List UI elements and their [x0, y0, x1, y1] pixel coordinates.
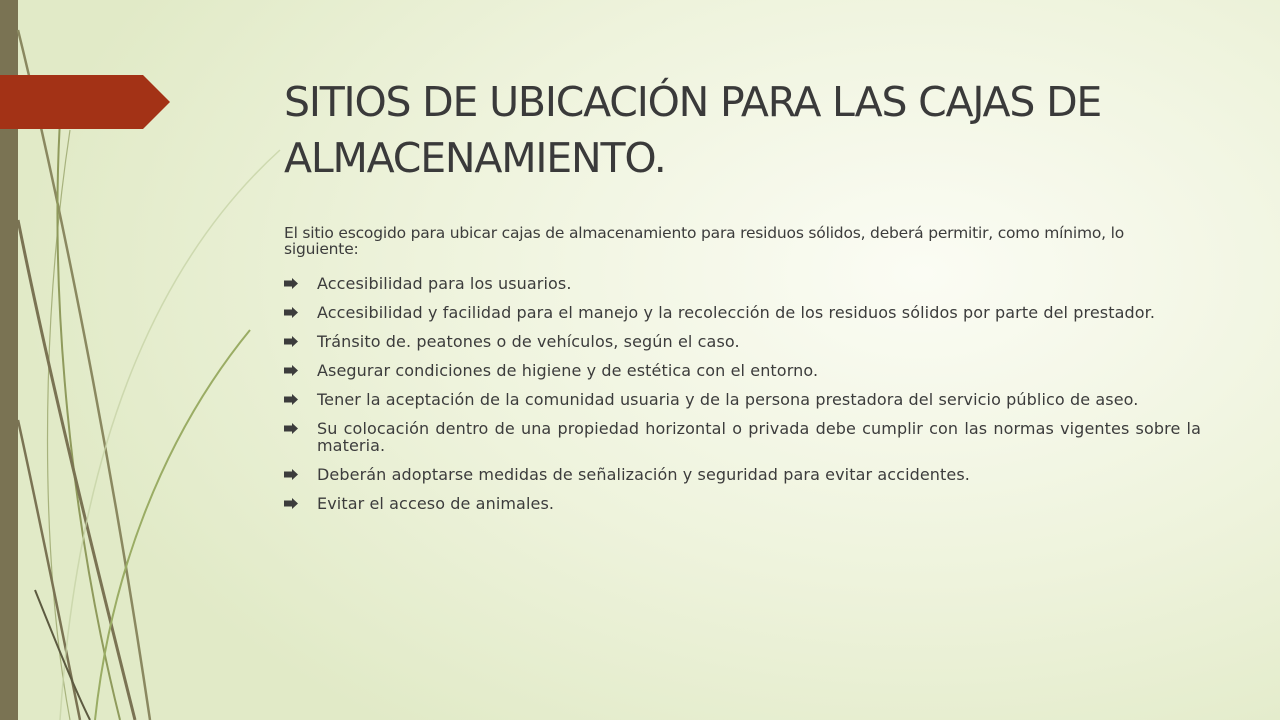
title-arrow-icon: [0, 75, 170, 129]
list-item-text: Evitar el acceso de animales.: [317, 494, 555, 513]
list-item: [284, 420, 1201, 454]
list-item-text: Deberán adoptarse medidas de señalización y seguridad para evitar accidentes.: [317, 465, 970, 484]
list-item: [284, 333, 1201, 350]
slide-title: SITIOS DE UBICACIÓN PARA LAS CAJAS DE ALMACENAMIENTO.: [284, 78, 1102, 182]
list-item-text: Su colocación dentro de una propiedad horizontal o privada debe cumplir con las normas vigentes sobre la materia.: [317, 419, 1201, 455]
list-item: [284, 466, 1201, 483]
arrow-bullet-icon: [284, 278, 298, 289]
arrow-bullet-icon: [284, 365, 298, 376]
list-item: [284, 495, 1201, 512]
arrow-bullet-icon: [284, 423, 298, 434]
intro-paragraph: El sitio escogido para ubicar cajas de almacenamiento para residuos sólidos, deberá permitir, como mínimo, lo siguiente:: [284, 224, 1124, 258]
arrow-bullet-icon: [284, 498, 298, 509]
list-item-text: Asegurar condiciones de higiene y de estética con el entorno.: [317, 361, 819, 380]
arrow-bullet-icon: [284, 469, 298, 480]
arrow-bullet-icon: [284, 307, 298, 318]
arrow-bullet-icon: [284, 394, 298, 405]
list-item: [284, 362, 1201, 379]
list-item-text: Tener la aceptación de la comunidad usuaria y de la persona prestadora del servicio público de aseo.: [317, 390, 1139, 409]
list-item-text: Accesibilidad y facilidad para el manejo y la recolección de los residuos sólidos por parte del prestador.: [317, 303, 1156, 322]
requirements-list: [284, 275, 1201, 512]
list-item-text: Accesibilidad para los usuarios.: [317, 274, 572, 293]
arrow-bullet-icon: [284, 336, 298, 347]
list-item: [284, 391, 1201, 408]
list-item-text: Tránsito de. peatones o de vehículos, según el caso.: [317, 332, 740, 351]
list-item: [284, 275, 1201, 292]
slide-body: [284, 225, 1201, 524]
list-item: [284, 304, 1201, 321]
